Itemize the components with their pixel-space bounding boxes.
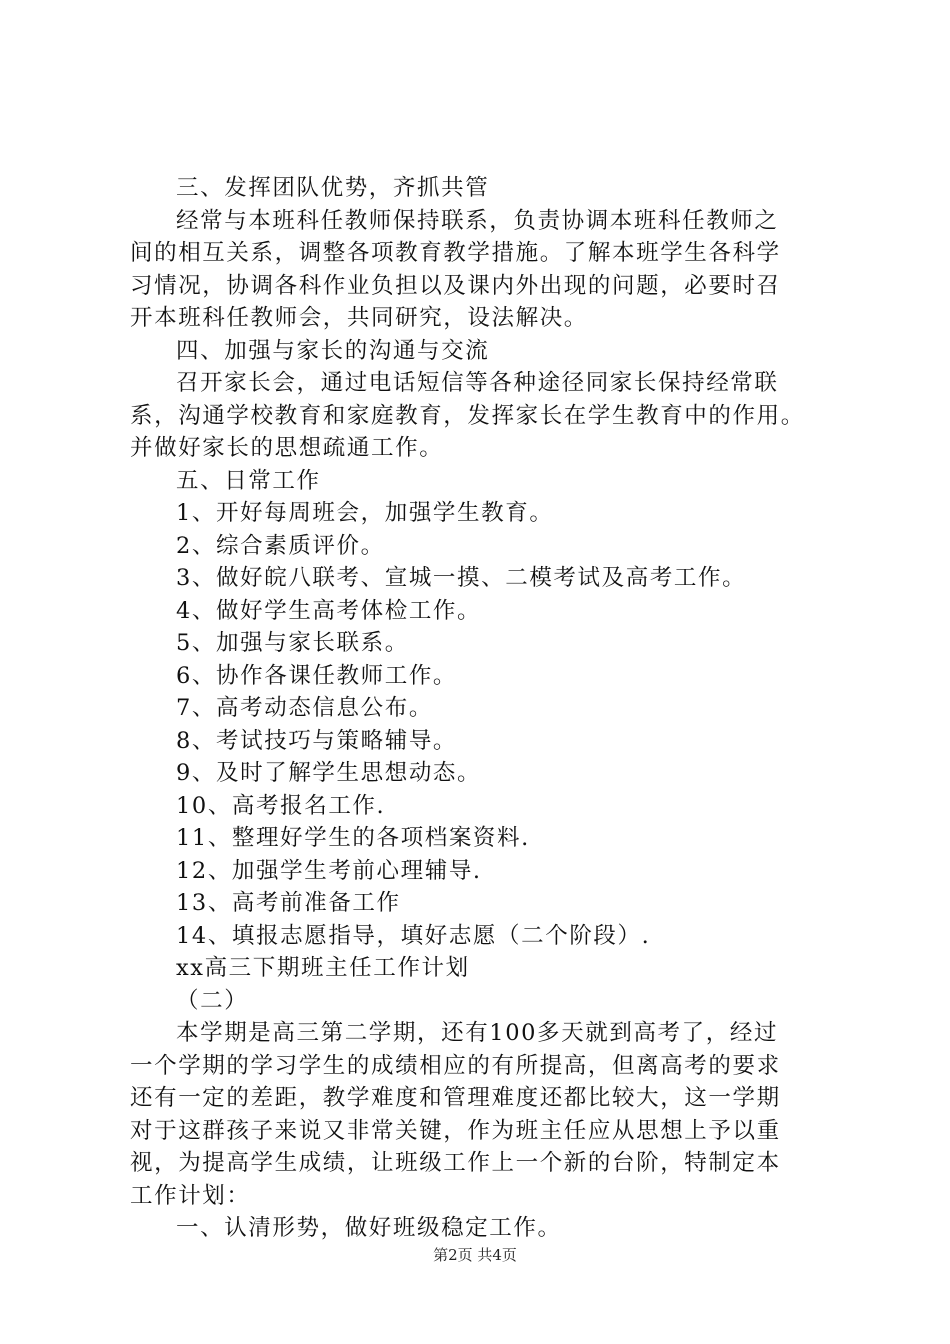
text-line: 并做好家长的思想疏通工作。 — [130, 435, 444, 461]
text-line: 11、整理好学生的各项档案资料. — [176, 825, 530, 851]
text-line: 4、做好学生高考体检工作。 — [176, 597, 482, 624]
text-line: 对于这群孩子来说又非常关键，作为班主任应从思想上予以重 — [130, 1117, 781, 1144]
text-line: 三、发挥团队优势，齐抓共管 — [176, 175, 490, 201]
text-line: （二） — [176, 987, 249, 1014]
text-line: 14、填报志愿指导，填好志愿（二个阶段）. — [176, 922, 651, 949]
text-line: 还有一定的差距，教学难度和管理难度还都比较大，这一学期 — [130, 1085, 781, 1111]
text-line: 12、加强学生考前心理辅导. — [176, 857, 482, 884]
text-line: 6、协作各课任教师工作。 — [176, 662, 458, 689]
text-line: 四、加强与家长的沟通与交流 — [176, 337, 490, 364]
text-line: 9、及时了解学生思想动态。 — [176, 760, 482, 786]
document-body — [130, 172, 830, 1245]
text-line: 间的相互关系，调整各项教育教学措施。了解本班学生各科学 — [130, 240, 781, 266]
text-line: 经常与本班科任教师保持联系，负责协调本班科任教师之 — [176, 207, 779, 234]
text-line: xx高三下期班主任工作计划 — [176, 955, 470, 981]
text-line: 一、认清形势，做好班级稳定工作。 — [176, 1215, 562, 1241]
text-line: 开本班科任教师会，共同研究，设法解决。 — [130, 305, 588, 331]
page-footer: 第2页 共4页 — [433, 1246, 517, 1264]
text-line: 系，沟通学校教育和家庭教育，发挥家长在学生教育中的作用。 — [130, 402, 805, 429]
text-line: 习情况，协调各科作业负担以及课内外出现的问题，必要时召 — [130, 272, 781, 299]
text-line: 工作计划： — [130, 1182, 251, 1209]
text-line: 视，为提高学生成绩，让班级工作上一个新的台阶，特制定本 — [130, 1150, 781, 1176]
text-line: 1、开好每周班会，加强学生教育。 — [176, 500, 554, 526]
text-line: 2、综合素质评价。 — [176, 532, 385, 559]
text-line: 3、做好皖八联考、宣城一摸、二模考试及高考工作。 — [176, 565, 747, 591]
text-line: 8、考试技巧与策略辅导。 — [176, 727, 458, 754]
text-line: 10、高考报名工作. — [176, 792, 386, 819]
text-line: 本学期是高三第二学期，还有100多天就到高考了，经过 — [176, 1020, 779, 1046]
text-line: 一个学期的学习学生的成绩相应的有所提高，但离高考的要求 — [130, 1052, 781, 1079]
text-line: 13、高考前准备工作 — [176, 890, 401, 916]
text-line: 五、日常工作 — [176, 467, 321, 494]
text-line: 召开家长会，通过电话短信等各种途径同家长保持经常联 — [176, 370, 779, 396]
text-line: 5、加强与家长联系。 — [176, 630, 409, 656]
text-line: 7、高考动态信息公布。 — [176, 695, 433, 721]
